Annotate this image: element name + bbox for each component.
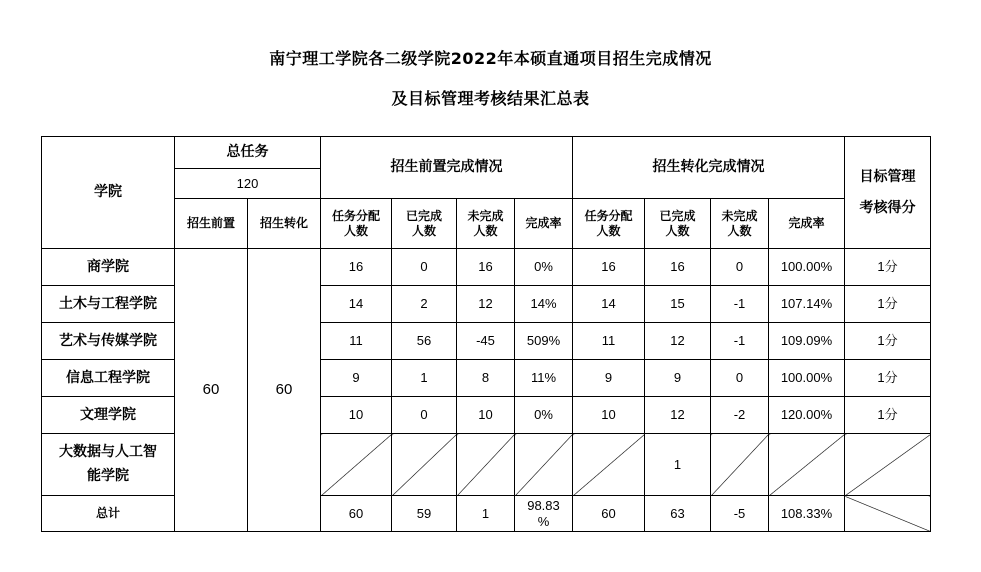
pre-uncompleted: -45: [457, 323, 515, 360]
conv-completed: 12: [645, 323, 711, 360]
college-name: 信息工程学院: [42, 360, 175, 397]
pre-completed: 1: [392, 360, 457, 397]
header-total-task: 总任务: [175, 137, 321, 169]
empty-cell-slash: [457, 434, 515, 496]
document-title-line2: 及目标管理考核结果汇总表: [391, 89, 590, 108]
score: 1分: [845, 249, 931, 286]
header-pre-completed: 已完成 人数: [392, 199, 457, 249]
conv-completed: 9: [645, 360, 711, 397]
college-name: 艺术与传媒学院: [42, 323, 175, 360]
pre-rate: 0%: [515, 249, 573, 286]
header-conv-uncompleted: 未完成 人数: [711, 199, 769, 249]
total-conv-uncompleted: -5: [711, 496, 769, 532]
pre-rate: 0%: [515, 397, 573, 434]
empty-cell-slash: [845, 496, 931, 532]
conv-assigned: 10: [573, 397, 645, 434]
empty-cell-slash: [392, 434, 457, 496]
pre-uncompleted: 8: [457, 360, 515, 397]
conv-rate: 120.00%: [769, 397, 845, 434]
header-score-line2: 考核得分: [859, 199, 916, 216]
total-pre-rate: 98.83 %: [515, 496, 573, 532]
header-pre-assigned: 任务分配 人数: [321, 199, 392, 249]
pre-rate: 509%: [515, 323, 573, 360]
empty-cell-slash: [845, 434, 931, 496]
merged-conversion: 60: [248, 249, 321, 532]
pre-assigned: 10: [321, 397, 392, 434]
conv-uncompleted: -1: [711, 286, 769, 323]
college-name: 商学院: [42, 249, 175, 286]
conv-uncompleted: 0: [711, 360, 769, 397]
header-conv-group: 招生转化完成情况: [573, 137, 845, 199]
pre-assigned: 14: [321, 286, 392, 323]
college-name: 文理学院: [42, 397, 175, 434]
conv-completed: 16: [645, 249, 711, 286]
pre-uncompleted: 12: [457, 286, 515, 323]
conv-uncompleted: -2: [711, 397, 769, 434]
conv-completed: 1: [645, 434, 711, 496]
conv-assigned: 16: [573, 249, 645, 286]
header-pre-enroll: 招生前置: [175, 199, 248, 249]
conv-uncompleted: -1: [711, 323, 769, 360]
total-conv-assigned: 60: [573, 496, 645, 532]
pre-completed: 2: [392, 286, 457, 323]
header-conv-assigned: 任务分配 人数: [573, 199, 645, 249]
conv-rate: 100.00%: [769, 249, 845, 286]
pre-assigned: 11: [321, 323, 392, 360]
header-college: 学院: [42, 137, 175, 249]
conv-assigned: 14: [573, 286, 645, 323]
total-conv-completed: 63: [645, 496, 711, 532]
document-title-line1: 南宁理工学院各二级学院2022年本硕直通项目招生完成情况: [269, 49, 712, 68]
empty-cell-slash: [573, 434, 645, 496]
conv-rate: 100.00%: [769, 360, 845, 397]
merged-pre-enroll: 60: [175, 249, 248, 532]
conv-assigned: 9: [573, 360, 645, 397]
header-pre-group: 招生前置完成情况: [321, 137, 573, 199]
pre-rate: 14%: [515, 286, 573, 323]
score: 1分: [845, 323, 931, 360]
header-conversion: 招生转化: [248, 199, 321, 249]
pre-uncompleted: 10: [457, 397, 515, 434]
header-score-line1: 目标管理: [859, 168, 916, 185]
header-conv-rate: 完成率: [769, 199, 845, 249]
total-label: 总计: [42, 496, 175, 532]
empty-cell-slash: [321, 434, 392, 496]
pre-rate: 11%: [515, 360, 573, 397]
pre-assigned: 16: [321, 249, 392, 286]
score: 1分: [845, 286, 931, 323]
conv-rate: 107.14%: [769, 286, 845, 323]
pre-completed: 0: [392, 249, 457, 286]
pre-completed: 56: [392, 323, 457, 360]
conv-assigned: 11: [573, 323, 645, 360]
score: 1分: [845, 360, 931, 397]
pre-uncompleted: 16: [457, 249, 515, 286]
header-pre-uncompleted: 未完成 人数: [457, 199, 515, 249]
total-conv-rate: 108.33%: [769, 496, 845, 532]
table-row: [42, 249, 931, 286]
pre-completed: 0: [392, 397, 457, 434]
header-pre-rate: 完成率: [515, 199, 573, 249]
header-conv-completed: 已完成 人数: [645, 199, 711, 249]
score: 1分: [845, 397, 931, 434]
summary-table: [41, 136, 931, 532]
conv-rate: 109.09%: [769, 323, 845, 360]
empty-cell-slash: [769, 434, 845, 496]
pre-assigned: 9: [321, 360, 392, 397]
header-total-task-value: 120: [175, 169, 321, 199]
total-pre-uncompleted: 1: [457, 496, 515, 532]
conv-completed: 15: [645, 286, 711, 323]
college-name: 土木与工程学院: [42, 286, 175, 323]
empty-cell-slash: [711, 434, 769, 496]
college-name: 大数据与人工智 能学院: [42, 434, 175, 496]
conv-completed: 12: [645, 397, 711, 434]
total-pre-completed: 59: [392, 496, 457, 532]
total-pre-assigned: 60: [321, 496, 392, 532]
header-score: [845, 137, 931, 249]
empty-cell-slash: [515, 434, 573, 496]
conv-uncompleted: 0: [711, 249, 769, 286]
